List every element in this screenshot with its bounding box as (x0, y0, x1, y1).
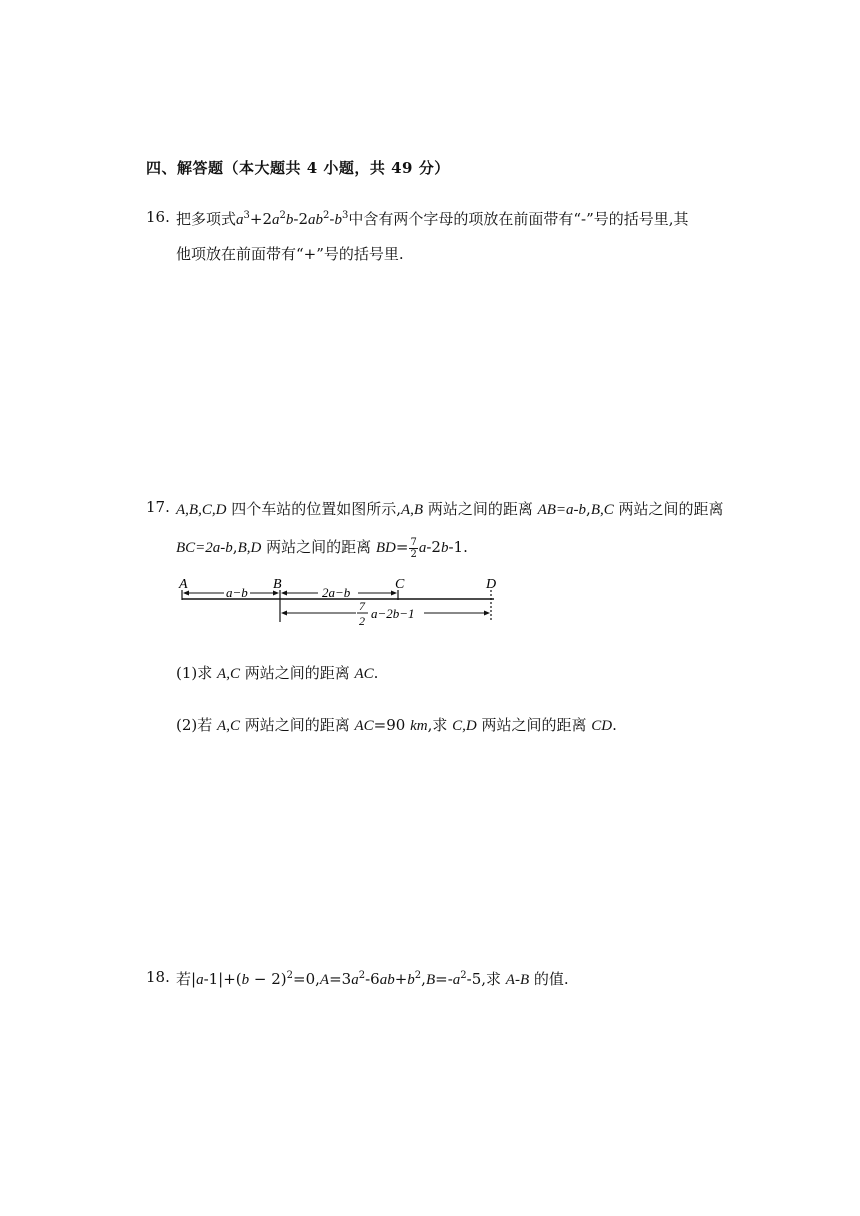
question-17-line-1: A,B,C,D 四个车站的位置如图所示,A,B 两站之间的距离 AB=a-b,B,C 两站之间的距离 (176, 500, 724, 518)
question-16-number: 16. (146, 208, 170, 226)
question-18-number: 18. (146, 968, 170, 986)
label-a: A (179, 577, 188, 592)
label-b: B (273, 577, 282, 592)
fraction-seven-halves: $\frac{7}{2}$ (410, 536, 417, 560)
segment-bd-frac-num: 7 (359, 599, 365, 613)
segment-bd-label: a−2b−1 (371, 606, 415, 621)
label-d: D (486, 577, 497, 592)
question-17-part-1: (1)求 A,C 两站之间的距离 AC. (176, 664, 379, 682)
section-title: 四、解答题（本大题共 4 小题，共 49 分） (146, 159, 450, 177)
question-17-part-2: (2)若 A,C 两站之间的距离 AC=90 km,求 C,D 两站之间的距离 CD. (176, 716, 617, 734)
segment-bd-frac-den: 2 (359, 614, 365, 628)
arrowhead-bd-left (281, 611, 287, 616)
question-16-line-2: 他项放在前面带有“+”号的括号里. (176, 245, 404, 263)
arrowhead-bd-right (484, 611, 490, 616)
question-17-number: 17. (146, 498, 170, 516)
arrowhead-bc-left (281, 591, 287, 596)
question-17-line-2: BC=2a-b,B,D 两站之间的距离 BD= $\frac{7}{2}$ a-2b-1. (176, 536, 468, 560)
segment-bc-label: 2a−b (322, 585, 351, 600)
segment-ab-label: a−b (226, 585, 248, 600)
question-16-line-1: 把多项式$a^3+2a^2b-2ab^2-b^3$中含有两个字母的项放在前面带有“-”号的括号里,其 (176, 210, 689, 228)
station-diagram (176, 572, 506, 634)
label-c: C (395, 577, 405, 592)
question-18-line-1: 若$|a-1|+(b - 2)^2=0,A=3a^2-6ab+b^2,B=-a^2-5$,求 A-B 的值. (176, 970, 569, 988)
